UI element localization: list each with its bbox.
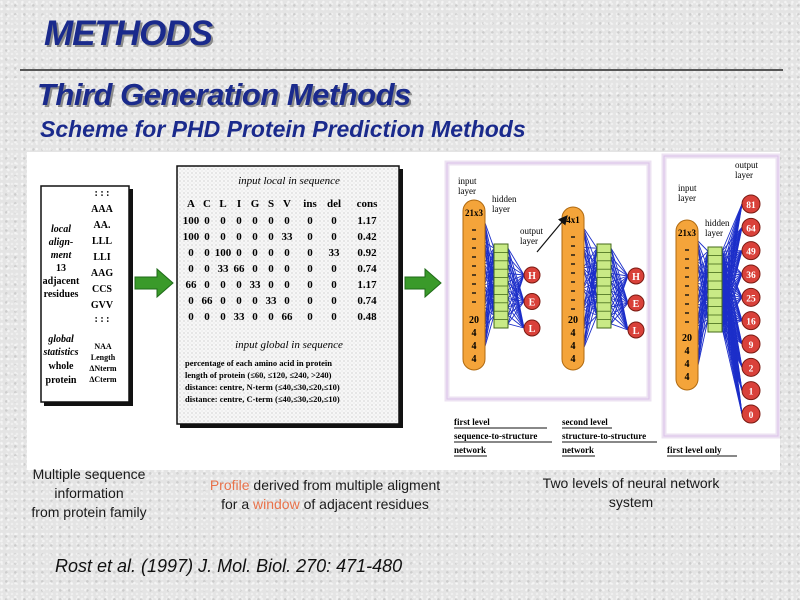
profile-cell: 0 bbox=[204, 311, 210, 323]
input-value-label: 4 bbox=[570, 341, 576, 352]
profile-cell: 0 bbox=[268, 215, 274, 227]
profile-cell: 33 bbox=[328, 247, 340, 259]
output-node-label: 9 bbox=[748, 341, 754, 351]
phd-scheme-diagram bbox=[27, 152, 780, 470]
profile-cell: 66 bbox=[201, 295, 213, 307]
profile-cell: 1.17 bbox=[357, 215, 377, 227]
scheme-heading: Scheme for PHD Protein Prediction Methods bbox=[40, 116, 526, 142]
profile-cell: 66 bbox=[281, 311, 293, 323]
profile-cell: 0 bbox=[284, 295, 290, 307]
input-value-label: 4 bbox=[471, 341, 477, 352]
align-local-label: residues bbox=[43, 289, 79, 300]
output-layer-label: output bbox=[735, 160, 759, 170]
output-node-label: 64 bbox=[746, 224, 756, 235]
network-box-two-level bbox=[447, 163, 649, 399]
profile-cell: 0 bbox=[236, 231, 242, 243]
align-residue: CCS bbox=[91, 284, 113, 295]
align-residue: AAG bbox=[90, 268, 114, 279]
caption-line: Two levels of neural network bbox=[542, 475, 720, 491]
caption-line: from protein family bbox=[31, 504, 147, 520]
profile-cell: 0 bbox=[188, 247, 194, 259]
input-value-label: 4 bbox=[471, 354, 477, 365]
align-global-item: ΔNterm bbox=[89, 364, 117, 373]
input-value-label: 4 bbox=[684, 372, 690, 383]
profile-cell: 33 bbox=[233, 311, 245, 323]
profile-cell: 0 bbox=[331, 279, 337, 291]
output-node-label: E bbox=[632, 299, 640, 310]
output-node-label: 1 bbox=[748, 387, 754, 398]
profile-cell: 100 bbox=[182, 231, 200, 243]
profile-cell: 0 bbox=[204, 279, 210, 291]
profile-col-header: I bbox=[236, 198, 242, 210]
profile-cell: 0 bbox=[284, 215, 290, 227]
align-local-label: 13 bbox=[56, 263, 66, 274]
profile-cell: 0 bbox=[252, 215, 258, 227]
input-size-label: 21x3 bbox=[678, 228, 696, 238]
profile-cell: 0.74 bbox=[357, 263, 377, 275]
net2-caption: network bbox=[562, 445, 594, 455]
profile-cell: 33 bbox=[249, 279, 261, 291]
output-layer-label: layer bbox=[520, 236, 538, 246]
profile-cell: 0 bbox=[268, 247, 274, 259]
profile-cell: 33 bbox=[281, 231, 293, 243]
caption-profile bbox=[185, 476, 465, 514]
profile-cell: 0 bbox=[188, 263, 194, 275]
output-node-label: E bbox=[528, 297, 536, 309]
input-value-label: 4 bbox=[570, 328, 576, 339]
profile-cell: 0 bbox=[331, 231, 337, 243]
profile-cell: 0 bbox=[188, 295, 194, 307]
profile-cell: 1.17 bbox=[357, 279, 377, 291]
input-size-label: 4x1 bbox=[566, 215, 580, 225]
caption-alignment bbox=[14, 465, 164, 522]
hidden-layer-label: layer bbox=[492, 204, 510, 214]
align-local-label: ment bbox=[50, 250, 72, 261]
profile-box bbox=[177, 166, 403, 428]
profile-cell: 0 bbox=[204, 263, 210, 275]
citation: Rost et al. (1997) J. Mol. Biol. 270: 471-480 bbox=[55, 556, 403, 576]
profile-cell: 0 bbox=[307, 247, 313, 259]
align-residue: LLL bbox=[91, 236, 113, 247]
profile-cell: 0 bbox=[284, 247, 290, 259]
input-value-label: 4 bbox=[684, 359, 690, 370]
net1-caption: first level bbox=[454, 417, 490, 427]
profile-cell: 0 bbox=[268, 279, 274, 291]
net2-caption: structure-to-structure bbox=[562, 431, 647, 441]
caption-networks bbox=[520, 474, 742, 512]
title-divider bbox=[20, 69, 783, 71]
highlight-window: window bbox=[253, 496, 300, 512]
profile-global-title: input global in sequence bbox=[235, 339, 343, 351]
network-box-first-level-only bbox=[664, 156, 778, 436]
profile-cell: 0 bbox=[220, 311, 226, 323]
align-local-label: align- bbox=[48, 237, 74, 248]
profile-cell: 0 bbox=[236, 279, 242, 291]
profile-cell: 0 bbox=[220, 215, 226, 227]
alignment-residues bbox=[91, 188, 114, 325]
profile-cell: 0 bbox=[236, 215, 242, 227]
profile-cell: 0 bbox=[284, 279, 290, 291]
net2-caption: second level bbox=[562, 417, 608, 427]
align-global-item: NAA bbox=[94, 342, 112, 351]
profile-cell: 0.48 bbox=[357, 311, 377, 323]
scheme-panel bbox=[27, 152, 780, 470]
net1-caption: sequence-to-structure bbox=[454, 431, 538, 441]
input-value-label: 4 bbox=[570, 354, 576, 365]
profile-cell: 0.74 bbox=[357, 295, 377, 307]
hidden-layer-label: hidden bbox=[705, 218, 730, 228]
align-residue: AA. bbox=[93, 220, 111, 231]
profile-cell: 0 bbox=[236, 295, 242, 307]
profile-col-header: L bbox=[219, 198, 227, 210]
profile-global-line: distance: centre, N-term (≤40,≤30,≤20,≤10) bbox=[185, 382, 340, 392]
profile-cell: 0 bbox=[268, 231, 274, 243]
align-global-label: protein bbox=[45, 375, 77, 386]
profile-col-header: G bbox=[250, 198, 260, 210]
output-node-label: 2 bbox=[748, 364, 754, 375]
align-residue: LLI bbox=[93, 252, 111, 263]
profile-cell: 0 bbox=[307, 295, 313, 307]
slide-subtitle: Third Generation Methods bbox=[37, 77, 411, 112]
input-value-label: 20 bbox=[682, 333, 692, 344]
caption-text: of adjacent residues bbox=[299, 496, 429, 512]
output-node-label: 0 bbox=[748, 411, 754, 421]
slide-title: METHODS bbox=[44, 14, 212, 53]
caption-line bbox=[185, 495, 465, 514]
input-value-label: 20 bbox=[469, 315, 479, 326]
profile-col-header: cons bbox=[356, 198, 378, 210]
net3-caption: first level only bbox=[667, 445, 722, 455]
input-size-label: 21x3 bbox=[465, 208, 483, 218]
hidden-layer-label: layer bbox=[705, 228, 723, 238]
caption-text: for a bbox=[221, 496, 253, 512]
output-node-label: L bbox=[632, 326, 640, 337]
profile-cell: 0 bbox=[284, 263, 290, 275]
profile-global-line: length of protein (≤60, ≤120, ≤240, >240) bbox=[185, 370, 332, 380]
input-layer-label: layer bbox=[678, 193, 696, 203]
align-global-label: statistics bbox=[43, 347, 79, 358]
align-dots: : : : bbox=[94, 314, 110, 325]
output-layer-label: output bbox=[520, 226, 544, 236]
profile-cell: 66 bbox=[233, 263, 245, 275]
profile-cell: 0 bbox=[331, 311, 337, 323]
caption-line: system bbox=[608, 494, 654, 510]
align-global-label: global bbox=[48, 334, 74, 345]
profile-cell: 0.92 bbox=[357, 247, 377, 259]
profile-cell: 0 bbox=[252, 311, 258, 323]
alignment-box bbox=[41, 186, 133, 406]
profile-cell: 0 bbox=[307, 311, 313, 323]
profile-cell: 0 bbox=[307, 215, 313, 227]
profile-col-header: A bbox=[187, 198, 195, 210]
profile-col-header: S bbox=[267, 198, 275, 210]
profile-cell: 100 bbox=[182, 215, 200, 227]
input-value-label: 4 bbox=[471, 328, 477, 339]
output-node-label: 16 bbox=[746, 317, 756, 328]
output-node-label: H bbox=[632, 272, 640, 283]
profile-cell: 0 bbox=[220, 295, 226, 307]
align-residue: AAA bbox=[91, 204, 113, 215]
profile-local-title: input local in sequence bbox=[238, 175, 340, 187]
align-dots: : : : bbox=[94, 188, 110, 199]
net1-caption: network bbox=[454, 445, 486, 455]
profile-col-header: C bbox=[203, 198, 211, 210]
profile-cell: 0 bbox=[252, 231, 258, 243]
profile-cell: 0 bbox=[188, 311, 194, 323]
caption-line bbox=[185, 476, 465, 495]
profile-cell: 0 bbox=[307, 263, 313, 275]
input-value-label: 20 bbox=[568, 315, 578, 326]
output-node-label: 81 bbox=[746, 201, 756, 211]
output-layer-label: layer bbox=[735, 170, 753, 180]
profile-cell: 0 bbox=[252, 247, 258, 259]
output-node-label: 49 bbox=[746, 247, 756, 258]
input-layer-label: input bbox=[678, 183, 697, 193]
profile-cell: 0 bbox=[331, 215, 337, 227]
profile-cell: 0 bbox=[236, 247, 242, 259]
profile-global-line: distance: centre, C-term (≤40,≤30,≤20,≤10) bbox=[185, 394, 340, 404]
input-layer-label: layer bbox=[458, 186, 476, 196]
output-node-label: H bbox=[528, 271, 536, 282]
output-node-label: 36 bbox=[746, 271, 756, 281]
output-node-label: L bbox=[528, 324, 536, 335]
profile-cell: 0 bbox=[220, 231, 226, 243]
input-value-label: 4 bbox=[684, 346, 690, 357]
profile-cell: 0 bbox=[331, 263, 337, 275]
align-global-item: ΔCterm bbox=[89, 375, 117, 384]
align-local-label: local bbox=[51, 224, 71, 235]
caption-text: derived from multiple aligment bbox=[249, 477, 441, 493]
profile-cell: 0 bbox=[331, 295, 337, 307]
profile-cell: 0 bbox=[252, 295, 258, 307]
input-layer-label: input bbox=[458, 176, 477, 186]
profile-cell: 33 bbox=[217, 263, 229, 275]
caption-line: information bbox=[54, 485, 124, 501]
profile-cell: 0 bbox=[220, 279, 226, 291]
hidden-layer-label: hidden bbox=[492, 194, 517, 204]
profile-col-header: del bbox=[326, 198, 342, 210]
output-node-label: 25 bbox=[746, 294, 756, 305]
profile-cell: 0 bbox=[307, 279, 313, 291]
profile-cell: 0 bbox=[307, 231, 313, 243]
align-residue: GVV bbox=[90, 300, 114, 311]
flow-arrow-icon bbox=[135, 269, 173, 297]
profile-col-header: V bbox=[283, 198, 291, 210]
align-global-label: whole bbox=[48, 361, 74, 372]
profile-cell: 100 bbox=[214, 247, 232, 259]
profile-cell: 0 bbox=[268, 263, 274, 275]
profile-cell: 0 bbox=[204, 231, 210, 243]
profile-cell: 0 bbox=[204, 215, 210, 227]
profile-col-header: ins bbox=[303, 198, 317, 210]
flow-arrow-icon bbox=[405, 269, 441, 297]
profile-cell: 33 bbox=[265, 295, 277, 307]
profile-cell: 0 bbox=[204, 247, 210, 259]
profile-global-line: percentage of each amino acid in protein bbox=[185, 358, 333, 368]
align-global-item: Length bbox=[90, 353, 116, 362]
align-local-label: adjacent bbox=[42, 276, 80, 287]
profile-cell: 0 bbox=[252, 263, 258, 275]
profile-cell: 66 bbox=[185, 279, 197, 291]
profile-cell: 0 bbox=[268, 311, 274, 323]
highlight-profile: Profile bbox=[209, 477, 250, 493]
caption-line: Multiple sequence bbox=[32, 466, 146, 482]
profile-cell: 0.42 bbox=[357, 231, 377, 243]
